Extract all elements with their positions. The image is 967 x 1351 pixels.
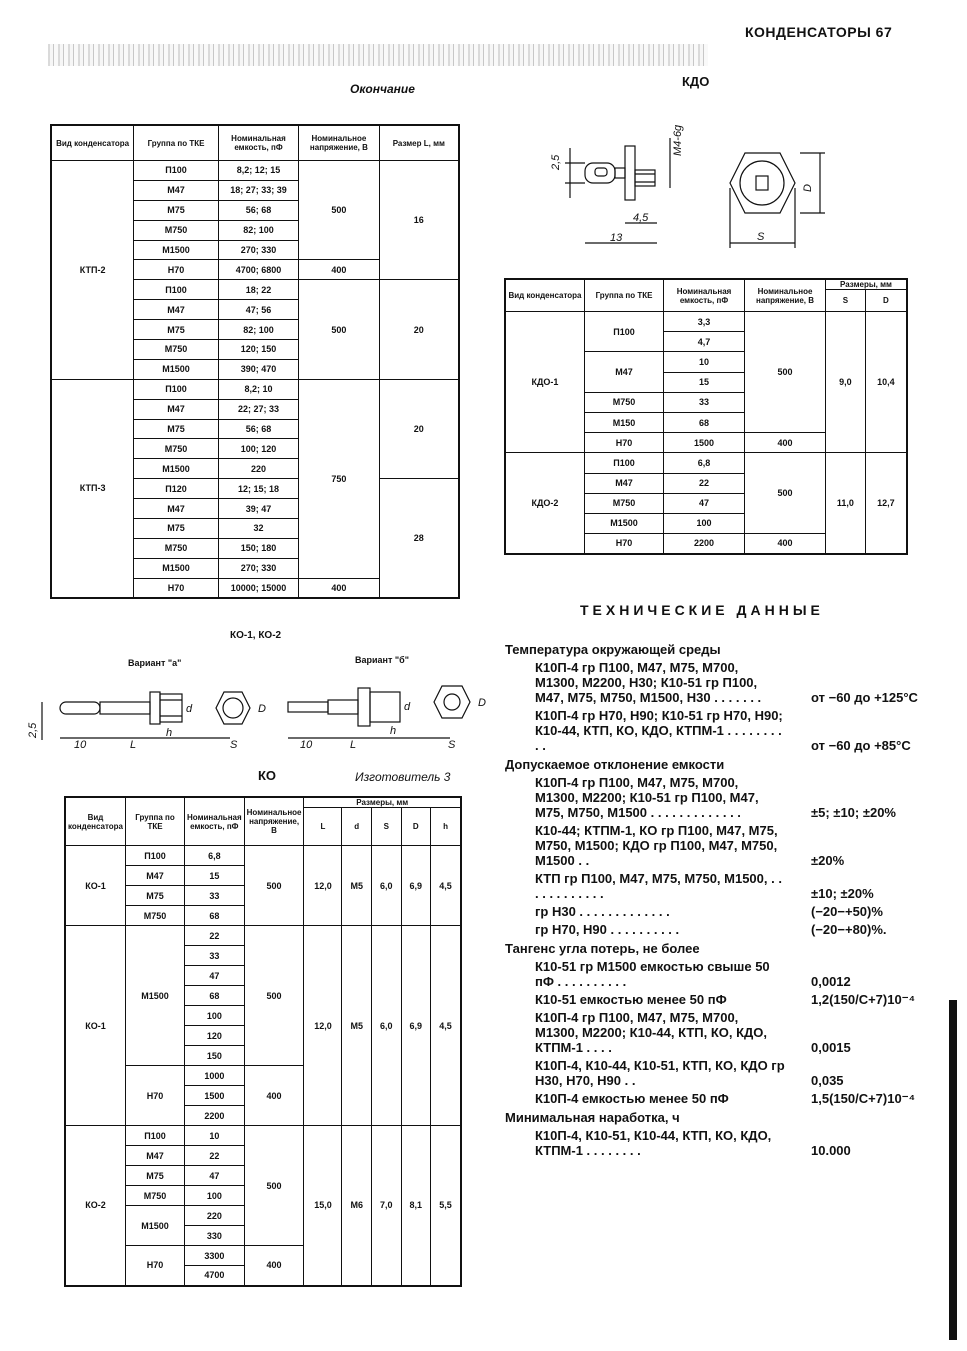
table-cell: КО-1 — [65, 926, 126, 1126]
table-cell: 33 — [185, 886, 245, 906]
table-cell: 2200 — [664, 534, 745, 554]
table-cell: 82; 100 — [218, 220, 298, 240]
tech-item-value: (−20−+50)% — [811, 904, 883, 919]
ko-title: КО — [258, 768, 277, 783]
table-cell: 1500 — [664, 433, 745, 453]
scan-artifact — [48, 44, 708, 66]
table-cell: 3,3 — [664, 312, 745, 332]
table-cell: 18; 22 — [218, 280, 298, 300]
tech-item — [535, 1128, 925, 1158]
table-cell: 20 — [379, 280, 459, 379]
table-cell: КО-1 — [65, 846, 126, 926]
ko-b-label-dd: D — [478, 697, 486, 709]
table-cell: 8,2; 10 — [218, 379, 298, 399]
table-cell: 39; 47 — [218, 499, 298, 519]
table-cell: М47 — [585, 473, 664, 493]
ko-table — [64, 796, 462, 1287]
table-cell: М47 — [126, 866, 185, 886]
table-cell: М75 — [126, 886, 185, 906]
table-cell: М75 — [134, 419, 219, 439]
ko-a-label-2-5: 2,5 — [27, 722, 39, 738]
ko-col-group: Группа по ТКЕ — [126, 797, 185, 846]
table-cell: 47 — [664, 493, 745, 513]
table-cell: Н70 — [126, 1246, 185, 1286]
kdo-col-d: D — [865, 290, 907, 312]
tech-item-value: (−20−+80)%. — [811, 922, 887, 937]
table-row — [51, 161, 459, 181]
table-cell: М1500 — [585, 513, 664, 533]
ko-col-dd: D — [401, 808, 431, 846]
kdo-drawing — [545, 118, 845, 258]
table-cell: 500 — [299, 161, 379, 260]
table-cell: 400 — [244, 1066, 304, 1126]
table-cell: 56; 68 — [218, 419, 298, 439]
ktp-col-4: Размер L, мм — [379, 125, 459, 161]
table-cell: П100 — [585, 453, 664, 473]
tech-item-label: К10П-4 гр Н70, Н90; К10-51 гр Н70, Н90; К10-44, КТП, КО, КДО, КТПМ-1 . . . . . . . . . . — [535, 708, 783, 753]
table-cell: 4700; 6800 — [218, 260, 298, 280]
tech-item-value: ±20% — [811, 853, 845, 868]
table-cell: КДО-1 — [505, 312, 585, 453]
table-cell: П100 — [134, 280, 219, 300]
ktp-col-0: Вид конденсатора — [51, 125, 134, 161]
table-cell: М1500 — [134, 359, 219, 379]
kdo-label-4-5: 4,5 — [633, 212, 649, 224]
table-cell: 3300 — [185, 1246, 245, 1266]
table-cell: М750 — [585, 493, 664, 513]
ko-col-h: h — [431, 808, 461, 846]
table-cell: 400 — [299, 260, 379, 280]
table-cell: М750 — [126, 906, 185, 926]
table-cell: 15 — [185, 866, 245, 886]
ko-a-label-h: h — [166, 727, 173, 739]
table-cell: 120 — [185, 1026, 245, 1046]
ktp-table — [50, 124, 460, 599]
tech-item-label: КТП гр П100, М47, М75, М750, М1500, . . . . . . . . . . . . — [535, 871, 782, 901]
table-cell: 4,5 — [431, 926, 461, 1126]
table-cell: 100; 120 — [218, 439, 298, 459]
ko-drawing-title: КО-1, КО-2 — [230, 630, 282, 641]
table-cell: 28 — [379, 479, 459, 598]
ko-a-label-dd: D — [258, 703, 266, 715]
table-cell: М750 — [134, 538, 219, 558]
tech-item-value: 0,0015 — [811, 1040, 851, 1055]
table-cell: 4700 — [185, 1266, 245, 1286]
table-cell: 220 — [185, 1206, 245, 1226]
table-cell: М47 — [134, 399, 219, 419]
table-cell: 4,5 — [431, 846, 461, 926]
tech-item-value: 1,5(150/С+7)10⁻⁴ — [811, 1091, 915, 1106]
table-cell: М47 — [134, 300, 219, 320]
kdo-label-2-5: 2,5 — [550, 154, 562, 170]
kdo-label-m4: М4-6g — [672, 124, 684, 156]
table-row — [505, 453, 907, 473]
table-cell: 500 — [745, 453, 826, 534]
ko-drawing — [27, 672, 490, 758]
table-cell: М75 — [126, 1166, 185, 1186]
kdo-col-cap: Номинальная емкость, пФ — [664, 279, 745, 312]
table-cell: 68 — [185, 986, 245, 1006]
table-cell: 220 — [218, 459, 298, 479]
ko-b-label-s: S — [448, 739, 456, 751]
table-cell: Н70 — [134, 578, 219, 598]
page-edge-bar — [949, 1000, 957, 1340]
table-cell: 6,0 — [372, 846, 402, 926]
table-cell: 10000; 15000 — [218, 578, 298, 598]
tech-data — [505, 638, 925, 1158]
table-cell: 270; 330 — [218, 558, 298, 578]
table-cell: 9,0 — [826, 312, 866, 453]
table-cell: 1000 — [185, 1066, 245, 1086]
kdo-table — [504, 278, 908, 555]
ktp-col-3: Номинальное напряжение, В — [299, 125, 379, 161]
table-cell: М5 — [342, 926, 372, 1126]
ko-b-label-d: d — [404, 701, 411, 713]
tech-item — [535, 1058, 925, 1088]
kdo-label-13: 13 — [610, 232, 623, 244]
variant-a-label: Вариант "а" — [128, 658, 182, 668]
table-cell: 4,7 — [664, 332, 745, 352]
table-cell: М750 — [585, 392, 664, 412]
table-cell: 400 — [745, 534, 826, 554]
table-cell: 15 — [664, 372, 745, 392]
table-cell: 32 — [218, 519, 298, 539]
table-cell: М1500 — [126, 926, 185, 1066]
tech-item-label: К10-51 емкостью менее 50 пФ — [535, 992, 727, 1007]
ko-b-label-l: L — [350, 739, 357, 751]
table-cell: 22 — [185, 926, 245, 946]
table-row — [505, 312, 907, 332]
ko-a-label-l: L — [130, 739, 137, 751]
tech-item-label: К10П-4, К10-44, К10-51, КТП, КО, КДО гр Н30, Н70, Н90 . . — [535, 1058, 785, 1088]
table-cell: 150; 180 — [218, 538, 298, 558]
ko-col-volt: Номинальное напряжение, В — [244, 797, 304, 846]
table-cell: 1500 — [185, 1086, 245, 1106]
tech-item-label: К10П-4 гр П100, М47, М75, М700, М1300, М2200; К10-44, КТП, КО, КДО, КТПМ-1 . . . . — [535, 1010, 768, 1055]
table-cell: М150 — [585, 412, 664, 432]
table-cell: 33 — [185, 946, 245, 966]
table-cell: 400 — [299, 578, 379, 598]
tech-item-value: ±5; ±10; ±20% — [811, 805, 896, 820]
tech-item-label: К10-44; КТПМ-1, КО гр П100, М47, М75, М750, М1500; КДО гр П100, М47, М750, М1500 . . — [535, 823, 778, 868]
ko-a-label-10: 10 — [74, 739, 87, 751]
table-cell: М47 — [134, 499, 219, 519]
page-header: КОНДЕНСАТОРЫ 67 — [745, 24, 893, 40]
table-cell: 56; 68 — [218, 200, 298, 220]
table-cell: 500 — [244, 926, 304, 1066]
table-cell: 47 — [185, 1166, 245, 1186]
table-cell: 47 — [185, 966, 245, 986]
table-cell: Н70 — [134, 260, 219, 280]
ko-b-label-h: h — [390, 725, 397, 737]
tech-item-value: 10.000 — [811, 1143, 851, 1158]
table-cell: 12,0 — [304, 846, 342, 926]
ko-col-d: d — [342, 808, 372, 846]
table-cell: М750 — [126, 1186, 185, 1206]
table-cell: 10 — [664, 352, 745, 372]
table-cell: П100 — [134, 161, 219, 181]
table-cell: 120; 150 — [218, 340, 298, 360]
ko-a-label-s: S — [230, 739, 238, 751]
table-cell: М1500 — [134, 558, 219, 578]
tech-item-value: 0,035 — [811, 1073, 844, 1088]
tech-title: ТЕХНИЧЕСКИЕ ДАННЫЕ — [580, 602, 824, 618]
table-cell: 12,0 — [304, 926, 342, 1126]
table-cell: 12,7 — [865, 453, 907, 554]
tech-item — [535, 904, 925, 919]
table-cell: М750 — [134, 340, 219, 360]
table-cell: 16 — [379, 161, 459, 280]
tech-item-label: гр Н30 . . . . . . . . . . . . . — [535, 904, 670, 919]
kdo-title: КДО — [682, 74, 710, 89]
table-cell: КТП-3 — [51, 379, 134, 598]
table-cell: 500 — [299, 280, 379, 379]
table-cell: М750 — [134, 439, 219, 459]
tech-item-label: гр Н70, Н90 . . . . . . . . . . — [535, 922, 680, 937]
table-cell: П100 — [134, 379, 219, 399]
kdo-col-dims: Размеры, мм — [826, 279, 908, 290]
ktp-col-2: Номинальная емкость, пФ — [218, 125, 298, 161]
tech-item-label: К10П-4, К10-51, К10-44, КТП, КО, КДО, КТПМ-1 . . . . . . . . — [535, 1128, 772, 1158]
table-cell: 400 — [745, 433, 826, 453]
tech-item-label: К10-51 гр М1500 емкостью свыше 50 пФ . . . . . . . . . . — [535, 959, 770, 989]
table-cell: М1500 — [126, 1206, 185, 1246]
table-cell: 10,4 — [865, 312, 907, 453]
table-row — [65, 926, 461, 946]
ko-col-cap: Номинальная емкость, пФ — [185, 797, 245, 846]
ko-b-label-10: 10 — [300, 739, 313, 751]
table-cell: 10 — [185, 1126, 245, 1146]
table-cell: 6,9 — [401, 926, 431, 1126]
table-cell: 5,5 — [431, 1126, 461, 1286]
table-cell: М47 — [126, 1146, 185, 1166]
table-cell: 68 — [185, 906, 245, 926]
kdo-label-d: D — [802, 184, 814, 192]
table-cell: М1500 — [134, 459, 219, 479]
tech-item-value: 1,2(150/С+7)10⁻⁴ — [811, 992, 915, 1007]
tech-item-label: К10П-4 гр П100, М47, М75, М700, М1300, М2200; К10-51 гр П100, М47, М75, М750, М1500 . . . . . . . . . . . . . — [535, 775, 759, 820]
table-cell: 12; 15; 18 — [218, 479, 298, 499]
table-cell: М47 — [585, 352, 664, 392]
table-cell: 11,0 — [826, 453, 866, 554]
tech-item-value: 0,0012 — [811, 974, 851, 989]
table-cell: 500 — [244, 1126, 304, 1246]
table-cell: 400 — [244, 1246, 304, 1286]
table-cell: 7,0 — [372, 1126, 402, 1286]
tech-item-label: К10П-4 гр П100, М47, М75, М700, М1300, М2200, Н30; К10-51 гр П100, М47, М75, М750, М1500, Н30 . . . . . . . — [535, 660, 762, 705]
table-cell: 6,0 — [372, 926, 402, 1126]
tech-item-value: от −60 до +125°С — [811, 690, 918, 705]
table-cell: 33 — [664, 392, 745, 412]
table-cell: 500 — [244, 846, 304, 926]
tech-item — [535, 871, 925, 901]
ko-a-label-d: d — [186, 703, 193, 715]
table-cell: М750 — [134, 220, 219, 240]
table-cell: 100 — [185, 1186, 245, 1206]
table-cell: П100 — [585, 312, 664, 352]
table-cell: 68 — [664, 412, 745, 432]
kdo-col-type: Вид конденсатора — [505, 279, 585, 312]
table-cell: П120 — [134, 479, 219, 499]
table-cell: 18; 27; 33; 39 — [218, 180, 298, 200]
table-row — [65, 1126, 461, 1146]
table-cell: М1500 — [134, 240, 219, 260]
table-cell: 6,9 — [401, 846, 431, 926]
variant-b-label: Вариант "б" — [355, 655, 409, 665]
table-cell: 15,0 — [304, 1126, 342, 1286]
table-cell: Н70 — [126, 1066, 185, 1126]
table-cell: 6,8 — [664, 453, 745, 473]
table-cell: 270; 330 — [218, 240, 298, 260]
table-cell: 500 — [745, 312, 826, 433]
table-cell: 750 — [299, 379, 379, 578]
tech-item — [535, 1091, 925, 1106]
tech-item — [535, 1010, 925, 1055]
table-cell: 20 — [379, 379, 459, 478]
ko-col-type: Вид конденсатора — [65, 797, 126, 846]
table-cell: 22 — [185, 1146, 245, 1166]
ko-col-l: L — [304, 808, 342, 846]
table-row — [65, 846, 461, 866]
table-cell: М6 — [342, 1126, 372, 1286]
ko-col-s: S — [372, 808, 402, 846]
table-cell: 100 — [185, 1006, 245, 1026]
table-cell: 8,1 — [401, 1126, 431, 1286]
tech-item — [535, 775, 925, 820]
table-cell: М75 — [134, 519, 219, 539]
table-cell: М75 — [134, 320, 219, 340]
tech-section-title: Тангенс угла потерь, не более — [505, 941, 700, 956]
tech-item — [535, 660, 925, 705]
table-cell: Н70 — [585, 534, 664, 554]
table-subtitle: Окончание — [350, 82, 415, 96]
table-cell: КДО-2 — [505, 453, 585, 554]
table-cell: 100 — [664, 513, 745, 533]
table-cell: 8,2; 12; 15 — [218, 161, 298, 181]
table-cell: 2200 — [185, 1106, 245, 1126]
table-cell: 22; 27; 33 — [218, 399, 298, 419]
tech-item-value: от −60 до +85°С — [811, 738, 911, 753]
table-cell: КТП-2 — [51, 161, 134, 380]
tech-item — [535, 823, 925, 868]
kdo-col-s: S — [826, 290, 866, 312]
table-cell: П100 — [126, 1126, 185, 1146]
table-cell: М47 — [134, 180, 219, 200]
kdo-col-group: Группа по ТКЕ — [585, 279, 664, 312]
table-cell: 150 — [185, 1046, 245, 1066]
table-cell: КО-2 — [65, 1126, 126, 1286]
tech-item — [535, 992, 925, 1007]
tech-item — [535, 922, 925, 937]
table-cell: М75 — [134, 200, 219, 220]
tech-item — [535, 959, 925, 989]
table-cell: М5 — [342, 846, 372, 926]
table-cell: 330 — [185, 1226, 245, 1246]
tech-section-title: Минимальная наработка, ч — [505, 1110, 680, 1125]
table-cell: 82; 100 — [218, 320, 298, 340]
table-cell: 6,8 — [185, 846, 245, 866]
kdo-label-s: S — [757, 231, 765, 243]
kdo-col-volt: Номинальное напряжение, В — [745, 279, 826, 312]
table-cell: П100 — [126, 846, 185, 866]
tech-section-title: Допускаемое отклонение емкости — [505, 757, 725, 772]
table-cell: Н70 — [585, 433, 664, 453]
ktp-col-1: Группа по ТКЕ — [134, 125, 219, 161]
ko-maker: Изготовитель 3 — [355, 770, 451, 784]
tech-section-title: Температура окружающей среды — [505, 642, 721, 657]
table-cell: 390; 470 — [218, 359, 298, 379]
tech-item-value: ±10; ±20% — [811, 886, 874, 901]
table-cell: 22 — [664, 473, 745, 493]
table-row — [51, 379, 459, 399]
tech-item-label: К10П-4 емкостью менее 50 пФ — [535, 1091, 729, 1106]
tech-item — [535, 708, 925, 753]
table-cell: 47; 56 — [218, 300, 298, 320]
ko-col-dims: Размеры, мм — [304, 797, 461, 808]
